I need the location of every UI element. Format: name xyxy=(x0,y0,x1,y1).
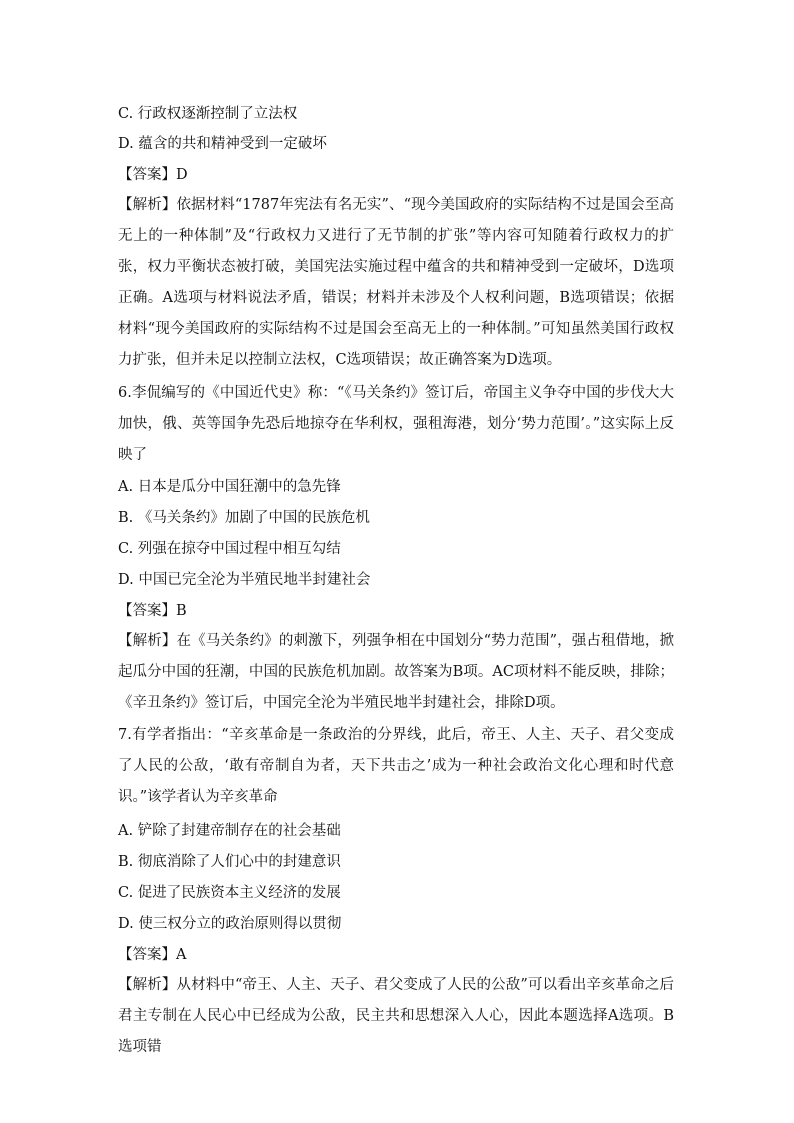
answer-value: B xyxy=(176,603,187,619)
q7-option-d: D. 使三权分立的政治原则得以贯彻 xyxy=(118,916,342,932)
analysis-label: 【解析】 xyxy=(118,633,177,649)
q5-option-c: C. 行政权逐渐控制了立法权 xyxy=(118,106,298,122)
q5-option-d: D. 蕴含的共和精神受到一定破坏 xyxy=(118,136,327,152)
q7-option-b: B. 彻底消除了人们心中的封建意识 xyxy=(118,854,341,870)
q6-stem: 6.李侃编写的《中国近代史》称：“《马关条约》签订后，帝国主义争夺中国的步伐大大加快，俄、英等国争先恐后地掠夺在华利权，强租海港，划分‘势力范围’。”这实际上反映了 xyxy=(118,385,674,463)
analysis-text: 依据材料“1787年宪法有名无实”、“现今美国政府的实际结构不过是国会至高无上的一种体制”及“行政权力又进行了无节制的扩张”等内容可知随着行政权力的扩张，权力平衡状态被打破，美国宪法实施过程中蕴含的共和精神受到一定破坏，D选项正确。A选项与材料说法矛盾，错误；材料并未涉及个人权利问题，B选项错误；依据材料“现今美国政府的实际结构不过是国会至高无上的一种体制。”可知虽然美国行政权力扩张，但并未足以控制立法权，C选项错误；故正确答案为D选项。 xyxy=(118,197,675,368)
analysis-label: 【解析】 xyxy=(118,197,177,213)
q5-answer xyxy=(118,165,678,185)
q7-option-a: A. 铲除了封建帝制存在的社会基础 xyxy=(118,823,341,839)
answer-label: 【答案】 xyxy=(118,603,176,619)
q6-option-a: A. 日本是瓜分中国狂潮中的急先锋 xyxy=(118,479,341,495)
analysis-text: 从材料中“帝王、人主、天子、君父变成了人民的公敌”可以看出辛亥革命之后君主专制在人民心中已经成为公敌，民主共和思想深入人心，因此本题选择A选项。B选项错 xyxy=(118,977,675,1055)
q6-option-d: D. 中国已完全沦为半殖民地半封建社会 xyxy=(118,572,371,588)
q7-stem: 7.有学者指出：“辛亥革命是一条政治的分界线，此后，帝王、人主、天子、君父变成了人民的公敌，‘敢有帝制自为者，天下共击之’成为一种社会政治文化心理和时代意识。”该学者认为辛亥革命 xyxy=(118,727,674,805)
answer-label: 【答案】 xyxy=(118,167,176,183)
answer-label: 【答案】 xyxy=(118,947,176,963)
q6-analysis xyxy=(118,626,674,719)
answer-value: A xyxy=(176,947,187,963)
q7-analysis xyxy=(118,970,674,1063)
q6-option-b: B. 《马关条约》加剧了中国的民族危机 xyxy=(118,510,370,526)
q7-answer xyxy=(118,945,678,965)
analysis-text: 在《马关条约》的刺激下，列强争相在中国划分“势力范围”，强占租借地，掀起瓜分中国的狂潮，中国的民族危机加剧。故答案为B项。AC项材料不能反映，排除；《辛丑条约》签订后，中国完全沦为半殖民地半封建社会，排除D项。 xyxy=(118,633,675,711)
answer-value: D xyxy=(176,167,188,183)
analysis-label: 【解析】 xyxy=(118,977,177,993)
q7-option-c: C. 促进了民族资本主义经济的发展 xyxy=(118,885,341,901)
q6-answer xyxy=(118,601,678,621)
q6-option-c: C. 列强在掠夺中国过程中相互勾结 xyxy=(118,541,341,557)
q5-analysis xyxy=(118,190,674,376)
